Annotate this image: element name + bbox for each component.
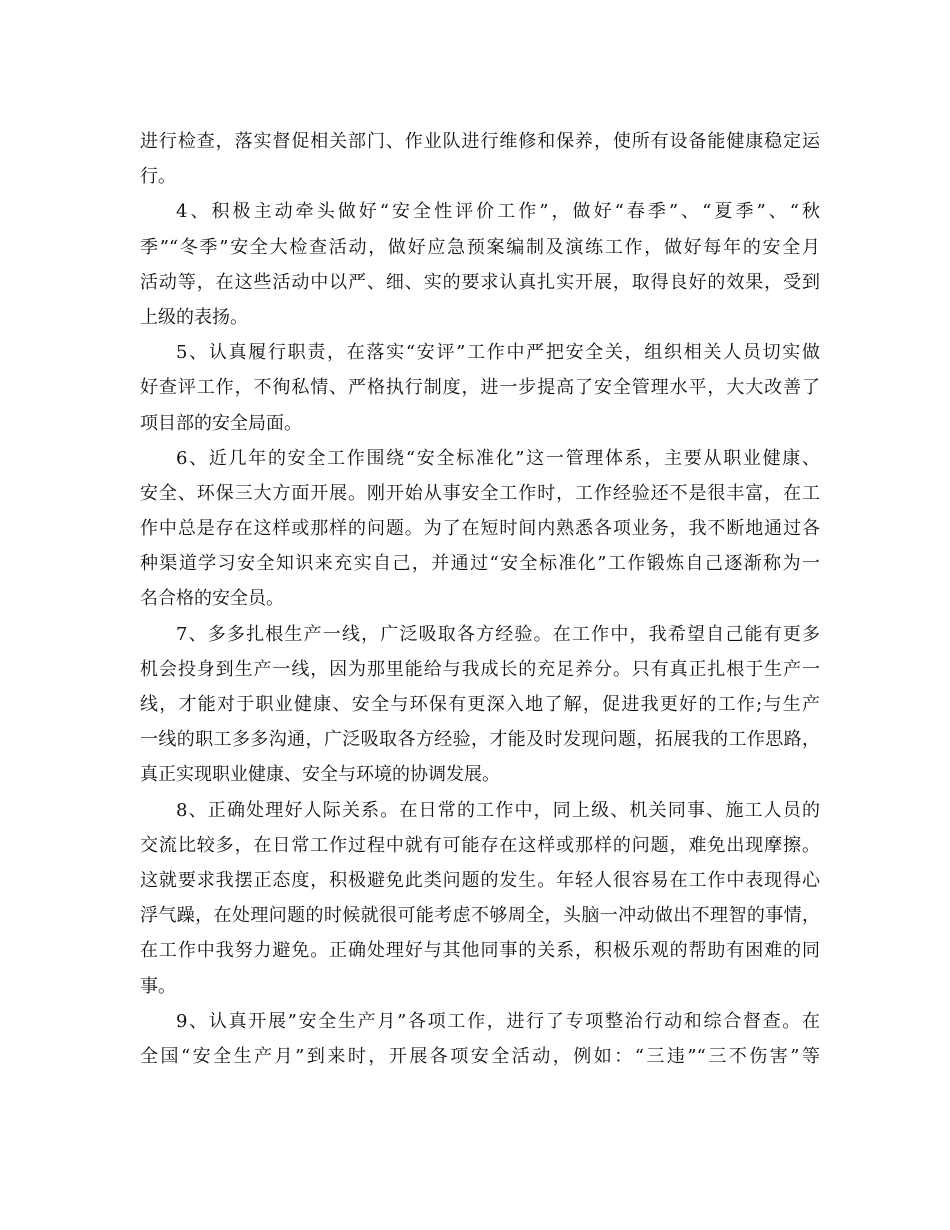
text-line: 真正实现职业健康、安全与环境的协调发展。 — [140, 764, 500, 786]
text-line: 在工作中我努力避免。正确处理好与其他同事的关系，积极乐观的帮助有困难的同 — [140, 940, 820, 962]
text-line: 名合格的安全员。 — [140, 588, 284, 610]
text-line: 行。 — [140, 166, 176, 188]
paragraph-6-start: 6、近几年的安全工作围绕“安全标准化”这一管理体系，主要从职业健康、 — [176, 447, 820, 469]
text-line: 种渠道学习安全知识来充实自己，并通过“安全标准化”工作锻炼自己逐渐称为一 — [140, 553, 820, 575]
text-line: 线，才能对于职业健康、安全与环保有更深入地了解，促进我更好的工作;与生产 — [140, 694, 820, 715]
text-line: 交流比较多，在日常工作过程中就有可能存在这样或那样的问题，难免出现摩擦。 — [140, 834, 820, 856]
text-line: 全国“安全生产月”到来时，开展各项安全活动，例如：“三违”“三不伤害”等 — [140, 1045, 820, 1067]
paragraph-8-start: 8、正确处理好人际关系。在日常的工作中，同上级、机关同事、施工人员的 — [176, 799, 820, 821]
text-line: 项目部的安全局面。 — [140, 412, 302, 434]
text-line: 季”“冬季”安全大检查活动，做好应急预案编制及演练工作，做好每年的安全月 — [140, 236, 820, 258]
text-line: 事。 — [140, 975, 176, 997]
text-line: 机会投身到生产一线，因为那里能给与我成长的充足养分。只有真正扎根于生产一 — [140, 658, 820, 680]
text-line: 作中总是存在这样或那样的问题。为了在短时间内熟悉各项业务，我不断地通过各 — [140, 518, 820, 540]
text-line: 浮气躁，在处理问题的时候就很可能考虑不够周全，头脑一冲动做出不理智的事情， — [140, 905, 820, 927]
paragraph-5-start: 5、认真履行职责，在落实“安评”工作中严把安全关，组织相关人员切实做 — [176, 342, 820, 364]
text-line: 一线的职工多多沟通，广泛吸取各方经验，才能及时发现问题，拓展我的工作思路， — [140, 729, 820, 751]
text-line: 好查评工作，不徇私情、严格执行制度，进一步提高了安全管理水平，大大改善了 — [140, 377, 820, 399]
text-line: 进行检查，落实督促相关部门、作业队进行维修和保养，使所有设备能健康稳定运 — [140, 131, 820, 152]
paragraph-4-start: 4、积极主动牵头做好“安全性评价工作”，做好“春季”、“夏季”、“秋 — [176, 201, 820, 223]
document-body — [140, 124, 820, 1074]
paragraph-7-start: 7、多多扎根生产一线，广泛吸取各方经验。在工作中，我希望自己能有更多 — [176, 623, 820, 645]
text-line: 活动等，在这些活动中以严、细、实的要求认真扎实开展，取得良好的效果，受到 — [140, 271, 820, 293]
paragraph-9-start: 9、认真开展”安全生产月”各项工作，进行了专项整治行动和综合督查。在 — [176, 1010, 820, 1032]
text-line: 安全、环保三大方面开展。刚开始从事安全工作时，工作经验还不是很丰富，在工 — [140, 482, 820, 504]
text-line: 这就要求我摆正态度，积极避免此类问题的发生。年轻人很容易在工作中表现得心 — [140, 869, 820, 891]
text-line: 上级的表扬。 — [140, 306, 248, 328]
